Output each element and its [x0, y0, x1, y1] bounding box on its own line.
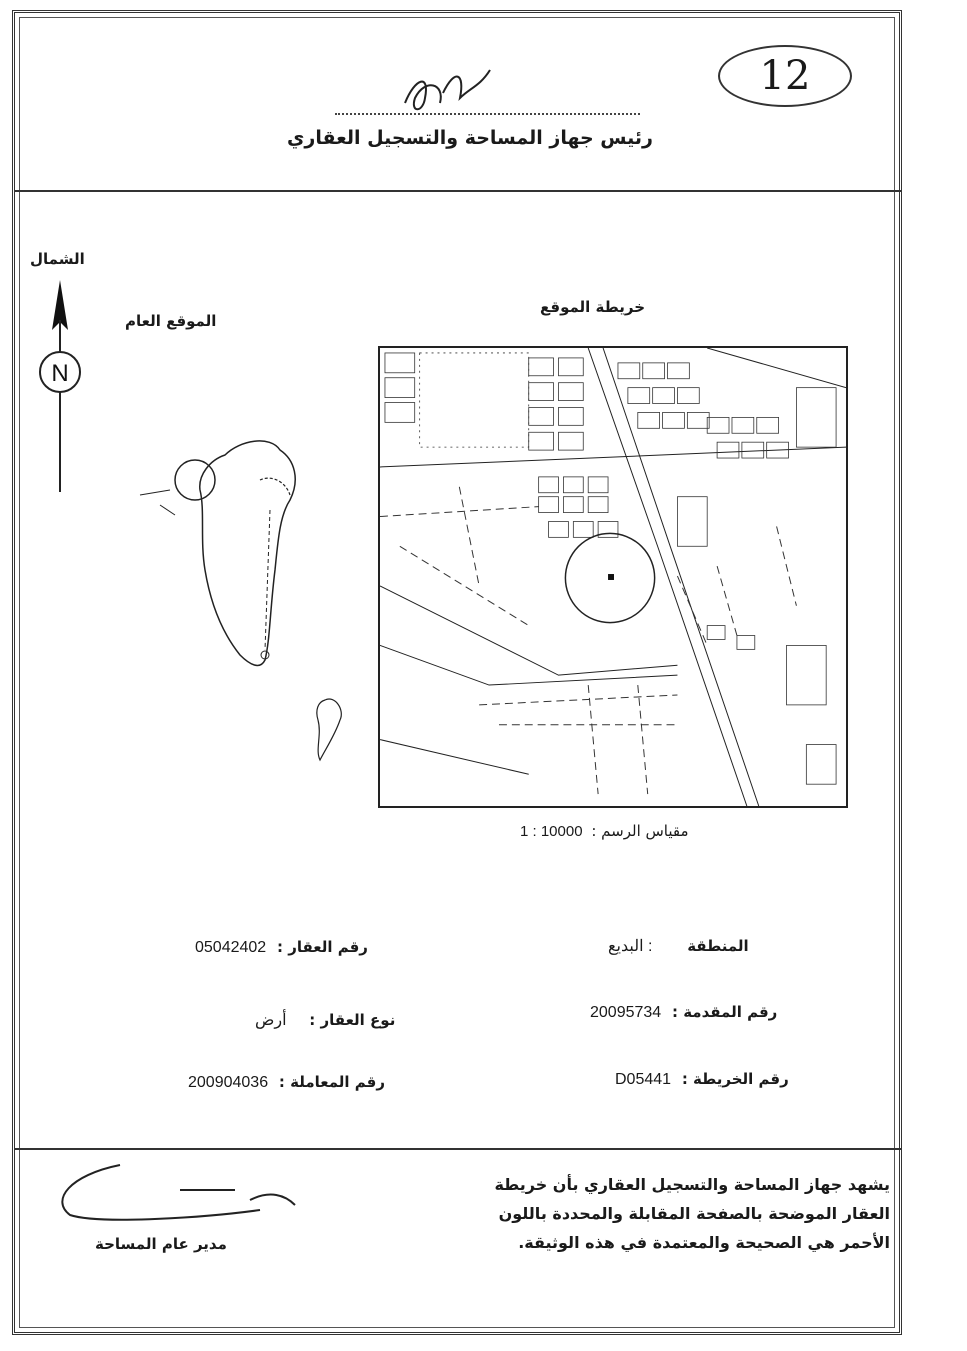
request-number-value: 20095734: [590, 1004, 662, 1021]
property-number-value: 05042402: [195, 939, 267, 956]
request-number-label: رقم المقدمة :: [671, 1003, 778, 1021]
site-map: [378, 346, 848, 808]
north-symbol: N: [51, 360, 69, 387]
map-number-field: [615, 1070, 789, 1089]
region-label: المنطقة: [687, 937, 749, 955]
north-label: الشمال: [30, 250, 85, 268]
header-title: رئيس جهاز المساحة والتسجيل العقاري: [286, 127, 653, 149]
property-number-field: [195, 938, 368, 957]
transaction-number-label: رقم المعاملة :: [278, 1073, 385, 1091]
property-number-label: رقم العقار :: [276, 938, 368, 956]
certification-line-1: يشهد جهاز المساحة والتسجيل العقاري بأن خريطة: [494, 1175, 890, 1194]
page-number: 12: [718, 45, 852, 107]
scale-row: [520, 822, 689, 840]
region-field: [608, 936, 749, 956]
scale-value: 1 : 10000: [520, 823, 583, 840]
region-value: : البديع: [608, 938, 653, 955]
director-title: مدير عام المساحة: [95, 1235, 227, 1253]
signature-bottom: [50, 1155, 310, 1235]
property-type-value: أرض: [255, 1012, 287, 1029]
signature-line: [335, 113, 640, 115]
property-type-field: [255, 1010, 395, 1030]
general-location-label: الموقع العام: [125, 312, 217, 330]
header-divider: [15, 190, 901, 192]
transaction-number-field: [188, 1073, 385, 1092]
location-map-title: خريطة الموقع: [540, 298, 646, 316]
map-number-value: D05441: [615, 1071, 672, 1088]
request-number-field: [590, 1003, 777, 1022]
overview-map: [130, 420, 370, 780]
property-type-label: نوع العقار :: [309, 1011, 396, 1029]
north-arrow-icon: [30, 280, 90, 500]
map-number-label: رقم الخريطة :: [681, 1070, 789, 1088]
transaction-number-value: 200904036: [188, 1074, 269, 1091]
certification-line-2: العقار الموضحة بالصفحة المقابلة والمحددة باللون: [498, 1204, 890, 1223]
certification-statement: [465, 1170, 890, 1257]
signature-top: [395, 58, 505, 118]
footer-divider: [15, 1148, 901, 1150]
scale-label: مقياس الرسم :: [591, 822, 689, 840]
certification-line-3: الأحمر هي الصحيحة والمعتمدة في هذه الوثيقة.: [518, 1233, 890, 1252]
